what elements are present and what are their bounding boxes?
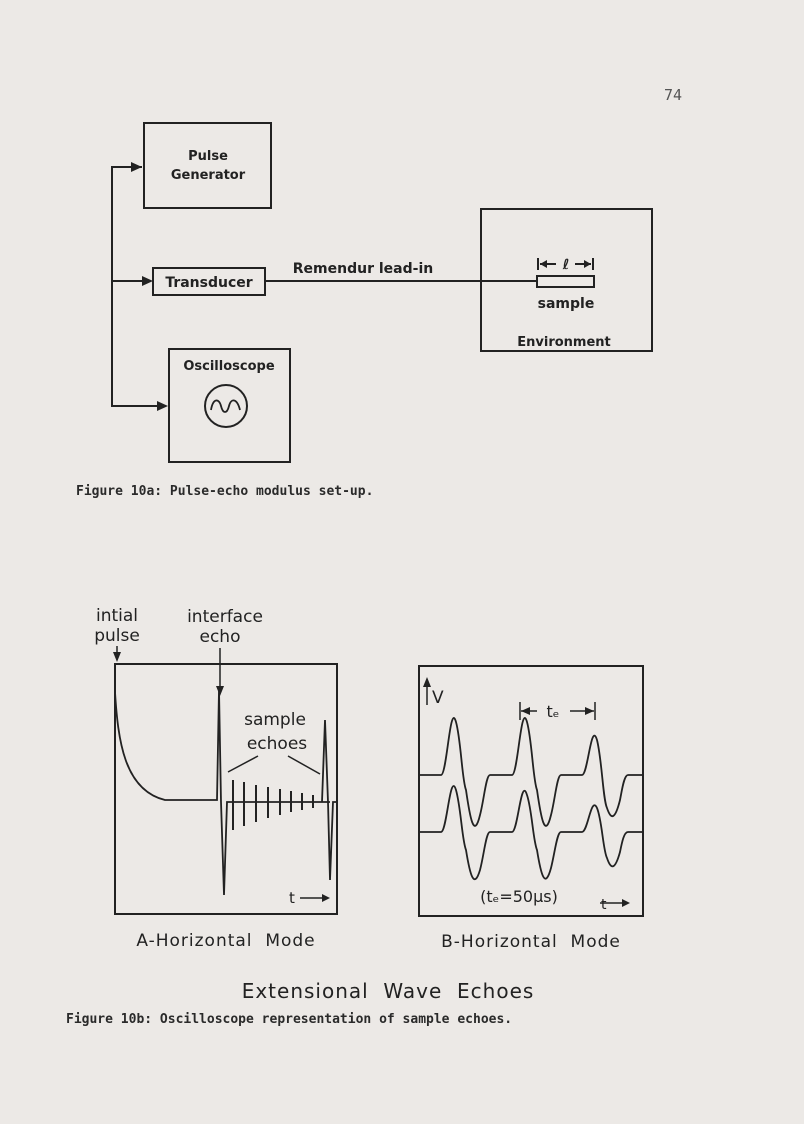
lead-in-label: Remendur lead-in <box>292 261 434 277</box>
figure-10a-caption: Figure 10a: Pulse-echo modulus set-up. <box>76 484 374 499</box>
initial-pulse-label-line2: pulse <box>94 626 140 646</box>
sample-echoes-label-line2: echoes <box>246 734 308 754</box>
period-value-label: (tₑ=50μs) <box>480 887 558 906</box>
oscilloscope-label: Oscilloscope <box>183 359 275 374</box>
transducer-label: Transducer <box>165 275 253 291</box>
panel-b-screen <box>419 666 643 916</box>
panel-a-screen <box>115 664 337 914</box>
panel-b-trace-upper <box>420 718 643 826</box>
panel-b-label: B-Horizontal Mode <box>441 932 621 952</box>
period-label: tₑ <box>546 702 560 721</box>
sample-label: sample <box>537 296 595 312</box>
pulse-generator-label-line1: Pulse <box>188 149 228 164</box>
page-number: 74 <box>664 86 683 104</box>
environment-label: Environment <box>517 335 611 350</box>
length-symbol: ℓ <box>562 257 570 273</box>
initial-pulse-label-line1: intial <box>95 606 139 626</box>
interface-echo-label-line2: echo <box>199 627 241 647</box>
panel-b-trace-lower <box>420 786 643 879</box>
panel-b-time-label: t <box>601 897 607 913</box>
figure-10b-caption: Figure 10b: Oscilloscope representation of sample echoes. <box>66 1012 513 1027</box>
pulse-generator-label-line2: Generator <box>170 168 246 183</box>
panel-a-time-label: t <box>289 889 295 907</box>
voltage-label: V <box>432 688 444 708</box>
figure-10b-heading: Extensional Wave Echoes <box>241 979 535 1003</box>
panel-a-label: A-Horizontal Mode <box>136 931 316 951</box>
sample-echo-spikes <box>233 780 313 830</box>
sample-echoes-label-line1: sample <box>244 710 306 730</box>
interface-echo-label-line1: interface <box>187 607 263 627</box>
